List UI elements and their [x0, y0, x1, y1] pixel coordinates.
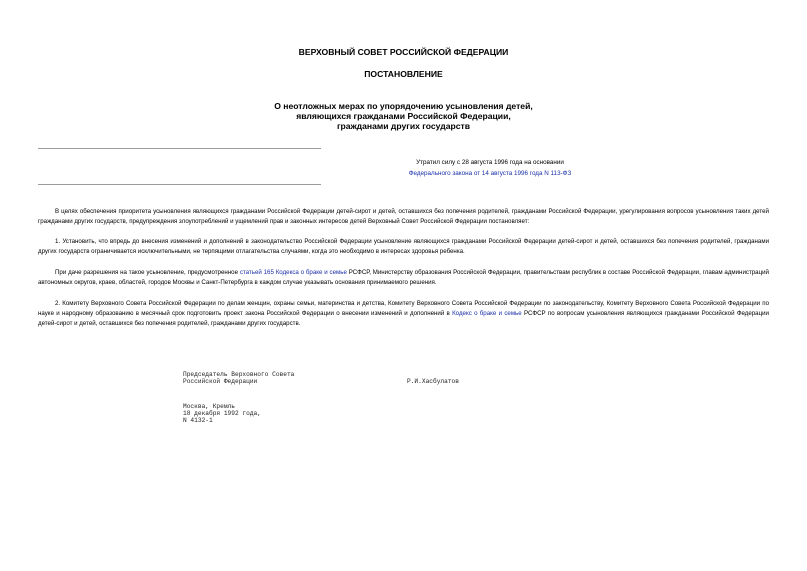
federal-law-link[interactable]: Федерального закона от 14 августа 1996 года N 113-ФЗ	[408, 170, 572, 177]
document-title-line-3: гражданами других государств	[336, 121, 471, 131]
paragraph-text: При даче разрешения на такое усыновление, предусмотренное	[55, 269, 240, 276]
signing-place: Москва, Кремль	[183, 403, 235, 410]
status-note: Утратил силу с 28 августа 1996 года на основании	[416, 159, 564, 166]
clause-1-paragraph: 1. Установить, что впредь до внесения изменений и дополнений в законодательство Российской Федерации усыновление являющихся гражданами Российской Федерации детей-сирот и детей, оставшихся без попечения родителей, гражданами других государств ограничивается исключительными, не терпящими отлагательства случаями, когда это необходимо в интересах здоровья ребенка.	[38, 238, 769, 256]
signatory-name: Р.И.Хасбулатов	[407, 378, 459, 385]
document-title-line-2: являющихся гражданами Российской Федерации,	[296, 111, 511, 121]
signing-date: 18 декабря 1992 года,	[183, 410, 261, 417]
signatory-role-line-2: Российской Федерации	[183, 378, 258, 385]
document-title-line-1: О неотложных мерах по упорядочению усыновления детей,	[274, 101, 533, 111]
preamble-paragraph: В целях обеспечения приоритета усыновления являющихся гражданами Российской Федерации детей-сирот и детей, оставшихся без попечения родителей, гражданами Российской Федерации, урегулирования вопросов усыновления таких детей гражданами других государств, предупреждения злоупотреблений и ущемлений прав и законных интересов детей Верховный Совет Российской Федерации постановляет:	[38, 208, 769, 226]
paragraph-text: 2. Комитету Верховного Совета Российской Федерации по делам женщин, охраны семьи, материнства и детства, Комитету Верховного Совета Российской Федерации по законодательству, Комитету Верховного Совета Российской Федерации по науке и народному образованию в месячный срок подготовить проект закона Российской Федерации о внесении изменений и дополнений в	[38, 300, 769, 318]
signatory-role-line-1: Председатель Верховного Совета	[183, 371, 295, 378]
paragraph-text: РСФСР по вопросам усыновления являющихся гражданами Российской Федерации детей-сирот и детей, оставшихся без попечения родителей, гражданами других государств.	[38, 310, 769, 328]
paragraph-text: РСФСР, Министерству образования Российской Федерации, правительствам республик в составе Российской Федерации, главам администраций автономных округов, краев, областей, городов Москвы и Санкт-Петербурга в каждом случае указывать основания принимаемого решения.	[38, 269, 769, 287]
family-code-link[interactable]: Кодекс о браке и семье	[452, 310, 522, 318]
document-type: ПОСТАНОВЛЕНИЕ	[364, 69, 443, 79]
divider-top	[38, 148, 321, 149]
clause-2-paragraph	[38, 299, 769, 330]
issuing-body: ВЕРХОВНЫЙ СОВЕТ РОССИЙСКОЙ ФЕДЕРАЦИИ	[298, 47, 509, 57]
article-165-link[interactable]: статьей 165 Кодекса о браке и семье	[239, 269, 347, 276]
divider-bottom	[38, 184, 321, 185]
document-number: N 4132-1	[183, 417, 213, 424]
clause-1-approval-paragraph	[38, 268, 769, 288]
status-note-link-line	[190, 169, 790, 179]
